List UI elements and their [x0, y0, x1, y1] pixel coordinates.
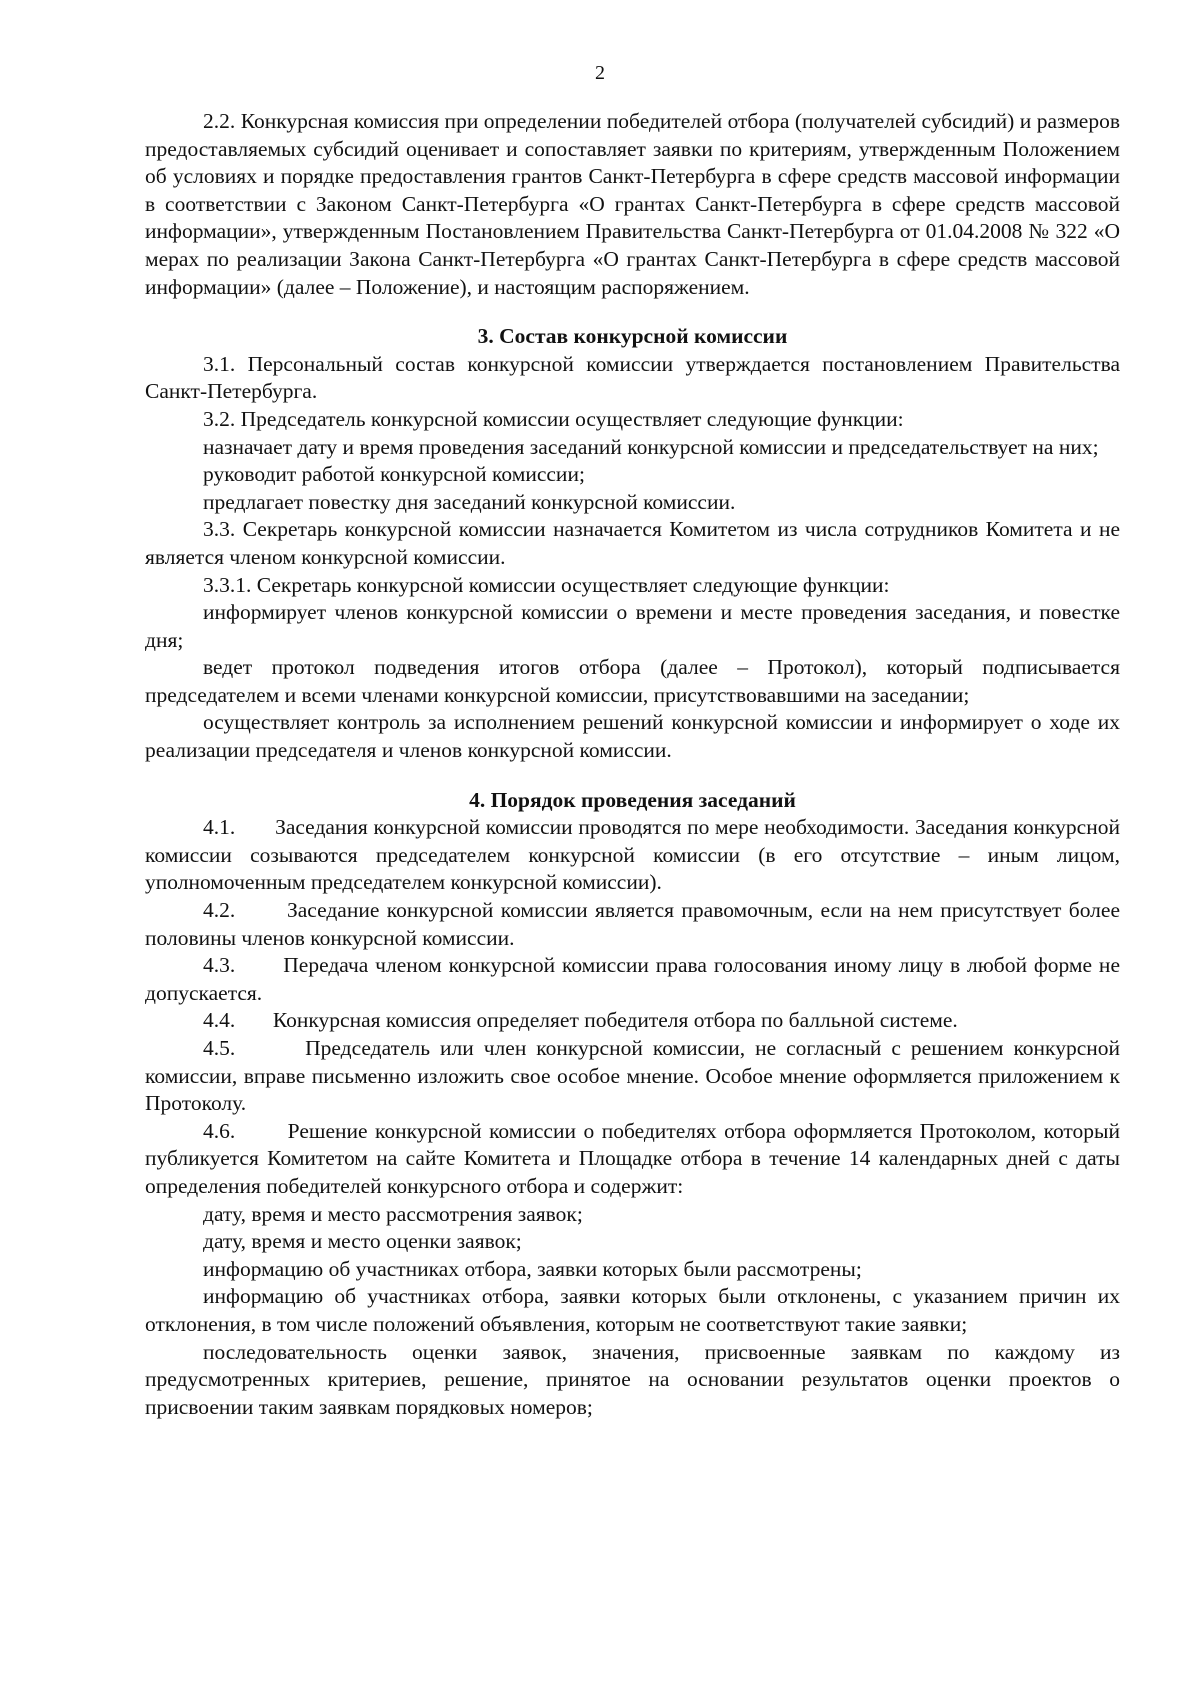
- paragraph-3-3-1-item-1: информирует членов конкурсной комиссии о времени и месте проведения заседания, и повестке дня;: [145, 600, 1120, 652]
- paragraph-2-2: 2.2. Конкурсная комиссия при определении победителей отбора (получателей субсидий) и размеров предоставляемых субсидий оценивает и сопоставляет заявки по критериям, утвержденным Положением об условиях и порядке предоставления грантов Санкт-Петербурга в сфере средств массовой информации в соответствии с Законом Санкт-Петербурга «О грантах Санкт-Петербурга в сфере средств массовой информации», утвержденным Постановлением Правительства Санкт-Петербурга от 01.04.2008 № 322 «О мерах по реализации Закона Санкт-Петербурга «О грантах Санкт-Петербурга в сфере средств массовой информации» (далее – Положение), и настоящим распоряжением.: [145, 109, 1120, 299]
- paragraph-3-2-item-2: руководит работой конкурсной комиссии;: [203, 462, 585, 487]
- document-body: [145, 108, 1120, 1421]
- paragraph-3-2-item-1: назначает дату и время проведения заседаний конкурсной комиссии и председательствует на них;: [203, 434, 1099, 459]
- section-4-heading: 4. Порядок проведения заседаний: [469, 787, 796, 812]
- paragraph-4-2: 4.2. Заседание конкурсной комиссии является правомочным, если на нем присутствует более половины членов конкурсной комиссии.: [145, 898, 1120, 950]
- page-number: 2: [595, 62, 605, 84]
- paragraph-4-1: 4.1. Заседания конкурсной комиссии проводятся по мере необходимости. Заседания конкурсной комиссии созываются председателем конкурсной комиссии (в его отсутствие – иным лицом, уполномоченным председателем конкурсной комиссии).: [145, 815, 1120, 895]
- paragraph-3-1: 3.1. Персональный состав конкурсной комиссии утверждается постановлением Правительства Санкт-Петербурга.: [145, 351, 1120, 404]
- paragraph-3-3-1: 3.3.1. Секретарь конкурсной комиссии осуществляет следующие функции:: [203, 572, 890, 597]
- paragraph-3-2-item-3: предлагает повестку дня заседаний конкурсной комиссии.: [203, 489, 736, 514]
- paragraph-4-6-item-2: дату, время и место оценки заявок;: [203, 1229, 522, 1254]
- paragraph-3-2: 3.2. Председатель конкурсной комиссии осуществляет следующие функции:: [203, 406, 904, 431]
- paragraph-3-3-1-item-2: ведет протокол подведения итогов отбора (далее – Протокол), который подписывается председателем и всеми членами конкурсной комиссии, присутствовавшими на заседании;: [145, 655, 1120, 707]
- paragraph-4-3: 4.3. Передача членом конкурсной комиссии права голосования иному лицу в любой форме не допускается.: [145, 953, 1120, 1005]
- paragraph-3-3-1-item-3: осуществляет контроль за исполнением решений конкурсной комиссии и информирует о ходе их реализации председателя и членов конкурсной комиссии.: [145, 710, 1120, 763]
- paragraph-4-6-item-1: дату, время и место рассмотрения заявок;: [203, 1201, 583, 1226]
- paragraph-4-6-item-4: информацию об участниках отбора, заявки которых были отклонены, с указанием причин их отклонения, в том числе положений объявления, которым не соответствуют такие заявки;: [145, 1284, 1120, 1336]
- paragraph-4-6: 4.6. Решение конкурсной комиссии о победителях отбора оформляется Протоколом, который публикуется Комитетом на сайте Комитета и Площадке отбора в течение 14 календарных дней с даты определения победителей конкурсного отбора и содержит:: [145, 1118, 1120, 1198]
- paragraph-4-6-item-3: информацию об участниках отбора, заявки которых были рассмотрены;: [203, 1256, 862, 1281]
- section-3-heading: 3. Состав конкурсной комиссии: [477, 324, 788, 349]
- paragraph-3-3: 3.3. Секретарь конкурсной комиссии назначается Комитетом из числа сотрудников Комитета и не является членом конкурсной комиссии.: [145, 517, 1120, 569]
- paragraph-4-5: 4.5. Председатель или член конкурсной комиссии, не согласный с решением конкурсной комиссии, вправе письменно изложить свое особое мнение. Особое мнение оформляется приложением к Протоколу.: [145, 1036, 1120, 1116]
- paragraph-4-4: 4.4. Конкурсная комиссия определяет победителя отбора по балльной системе.: [203, 1008, 958, 1033]
- paragraph-4-6-item-5: последовательность оценки заявок, значения, присвоенные заявкам по каждому из предусмотренных критериев, решение, принятое на основании результатов оценки проектов о присвоении таким заявкам порядковых номеров;: [145, 1339, 1120, 1419]
